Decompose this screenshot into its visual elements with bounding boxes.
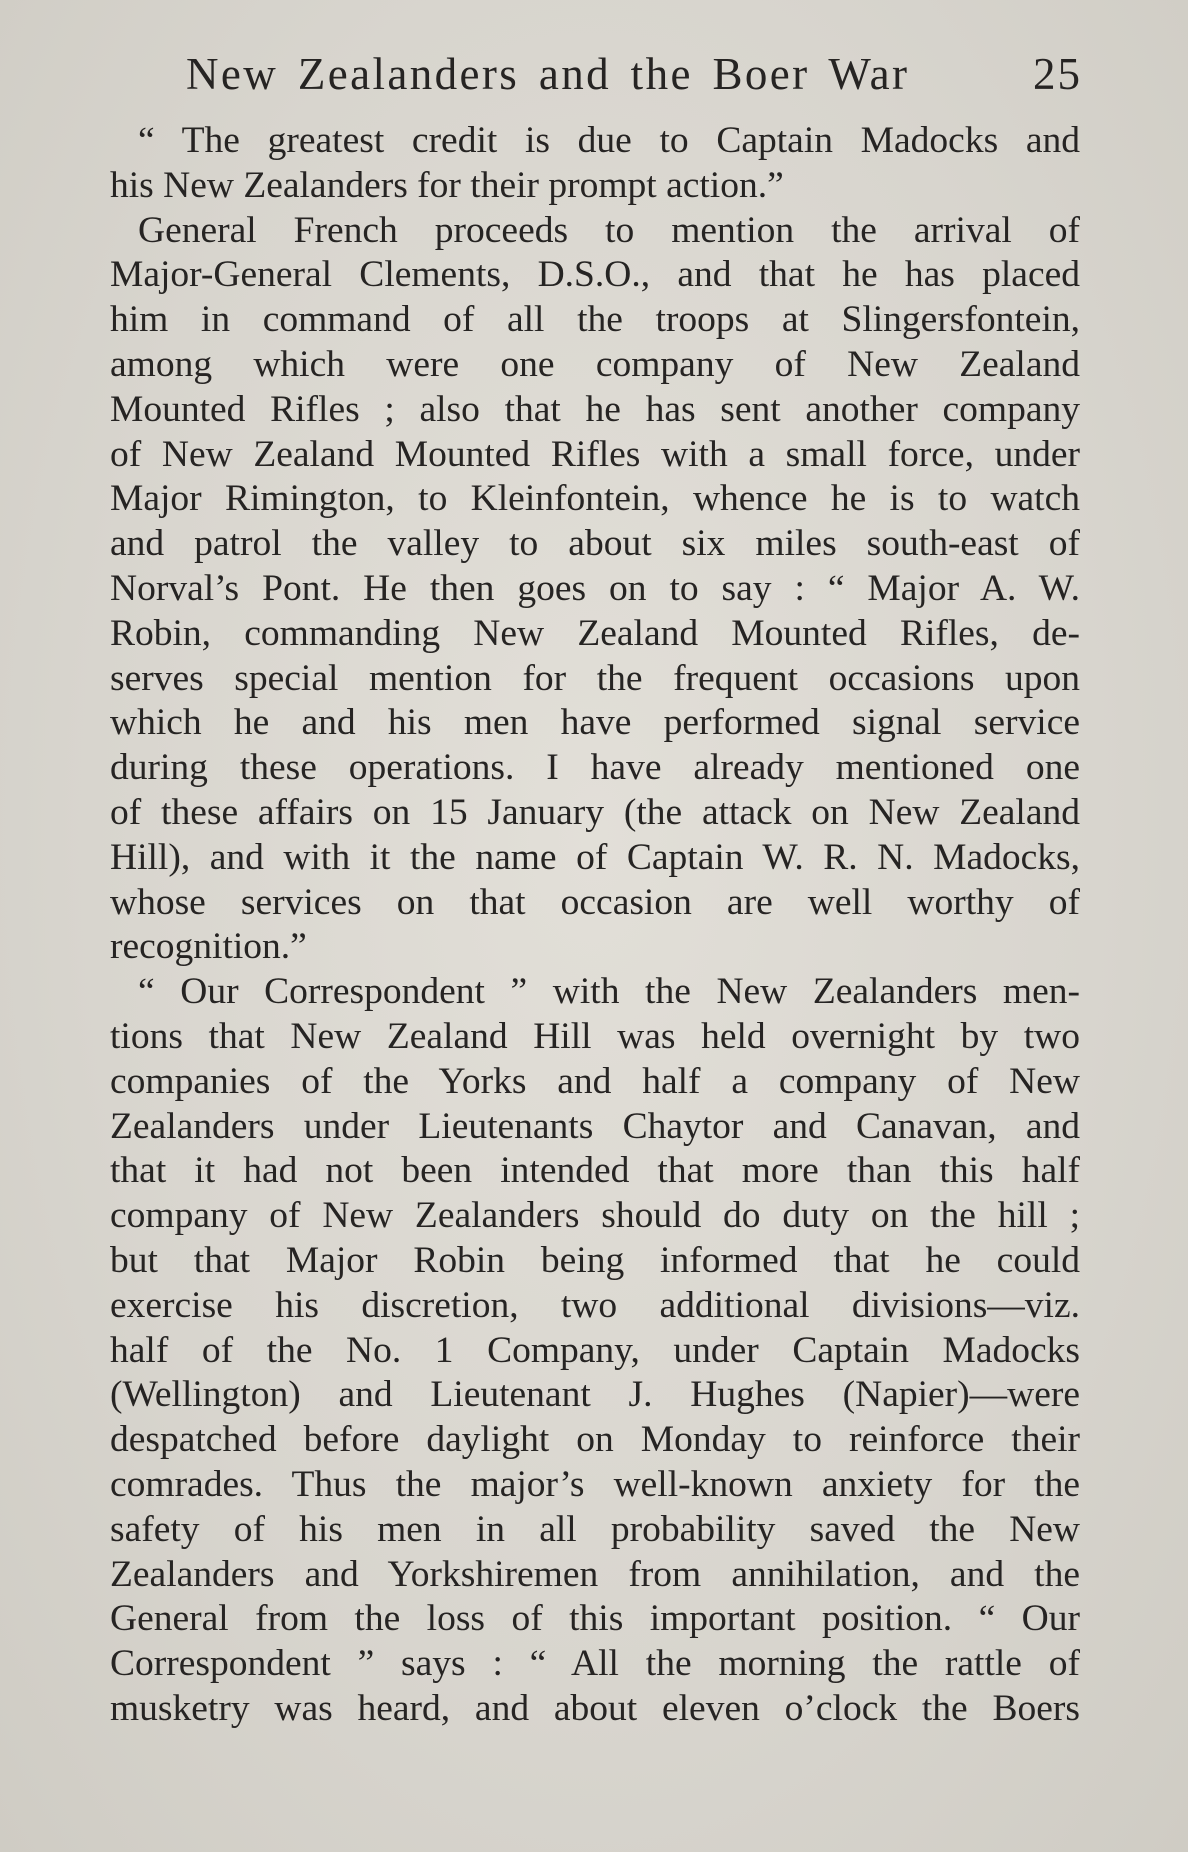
text-line: company of New Zealanders should do duty on the hill ;	[110, 1195, 1080, 1237]
text-line: but that Major Robin being informed that he could	[110, 1239, 1080, 1281]
text-line: “ Our Correspondent ” with the New Zealanders men-	[138, 971, 1080, 1013]
text-line: Correspondent ” says : “ All the morning the rattle of	[110, 1643, 1080, 1685]
text-line: exercise his discretion, two additional divisions—viz.	[110, 1284, 1080, 1326]
text-line: musketry was heard, and about eleven o’clock the Boers	[110, 1687, 1080, 1729]
text-line: safety of his men in all probability saved the New	[110, 1508, 1080, 1550]
text-line: Zealanders and Yorkshiremen from annihilation, and the	[110, 1553, 1080, 1595]
text-line: “ The greatest credit is due to Captain Madocks and	[138, 120, 1080, 161]
body-text	[110, 119, 1080, 1732]
page-number: 25	[1033, 49, 1082, 99]
text-line: Mounted Rifles ; also that he has sent another company	[110, 388, 1080, 430]
running-head	[186, 46, 1086, 102]
text-line: General French proceeds to mention the arrival of	[138, 209, 1080, 251]
text-line: and patrol the valley to about six miles south-east of	[110, 523, 1080, 565]
running-title: New Zealanders and the Boer War	[186, 49, 910, 99]
text-line: General from the loss of this important position. “ Our	[110, 1598, 1080, 1640]
text-line: half of the No. 1 Company, under Captain Madocks	[110, 1329, 1080, 1371]
text-line: Major-General Clements, D.S.O., and that he has placed	[110, 254, 1080, 296]
text-line: his New Zealanders for their prompt action.”	[110, 164, 784, 206]
text-line: Major Rimington, to Kleinfontein, whence he is to watch	[110, 478, 1080, 520]
text-line: companies of the Yorks and half a company of New	[110, 1060, 1080, 1102]
text-line: Robin, commanding New Zealand Mounted Rifles, de-	[110, 612, 1080, 654]
text-line: tions that New Zealand Hill was held overnight by two	[110, 1015, 1080, 1057]
text-line: him in command of all the troops at Slingersfontein,	[110, 299, 1080, 341]
text-line: of these affairs on 15 January (the attack on New Zealand	[110, 791, 1080, 833]
text-line: during these operations. I have already mentioned one	[110, 747, 1080, 789]
text-line: Norval’s Pont. He then goes on to say : “ Major A. W.	[110, 567, 1080, 609]
text-line: of New Zealand Mounted Rifles with a small force, under	[110, 433, 1080, 475]
text-line: (Wellington) and Lieutenant J. Hughes (Napier)—were	[110, 1374, 1080, 1416]
text-line: Hill), and with it the name of Captain W. R. N. Madocks,	[110, 836, 1080, 878]
text-line: which he and his men have performed signal service	[110, 702, 1080, 744]
text-line: despatched before daylight on Monday to reinforce their	[110, 1419, 1080, 1461]
text-line: comrades. Thus the major’s well-known anxiety for the	[110, 1463, 1080, 1505]
text-line: recognition.”	[110, 926, 307, 968]
text-line: that it had not been intended that more than this half	[110, 1150, 1080, 1192]
text-line: among which were one company of New Zealand	[110, 343, 1080, 385]
text-line: serves special mention for the frequent occasions upon	[110, 657, 1080, 699]
text-line: Zealanders under Lieutenants Chaytor and Canavan, and	[110, 1105, 1080, 1147]
text-line: whose services on that occasion are well worthy of	[110, 881, 1080, 923]
